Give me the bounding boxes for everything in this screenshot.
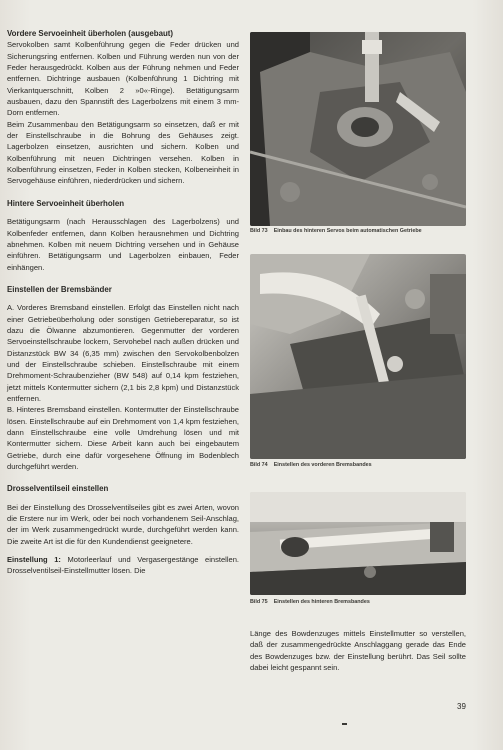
- paragraph: A. Vorderes Bremsband einstellen. Erfolgt das Einstellen nicht nach einer Getriebeüberholung oder sonstigen Getriebereparatur, so ist dazu die Ölwanne abzumontieren. Gegenmutter der vorderen Servoeinstellschraube lockern, Servohebel nach außen drücken und Distanzstück BW 34 (6,35 mm) zwischen den Servokolbenbolzen und der Einstellschraube schieben. Einstellschraube mit einem Drehmoment-Schraubenzieher (BW 548) auf 0,14 kpm festziehen, jetzt mittels Kontermutter sichern (2,1 bis 2,8 kpm) und Distanzstück entfernen.: [7, 303, 239, 403]
- paragraph: B. Hinteres Bremsband einstellen. Kontermutter der Einstellschraube lösen. Einstellschraube auf ein Drehmoment von 1,4 kpm festziehen, dann Einstellschraube eine volle Umdrehung lösen und mit Kontermutter sichern. Diese Arbeit kann auch bei eingebautem Getriebe, durch eine dafür vorgesehene Öffnung im Bodenblech durchgeführt werden.: [7, 405, 239, 472]
- section-heading-brake-bands: Einstellen der Bremsbänder: [7, 284, 112, 294]
- left-column: [7, 28, 239, 577]
- bottom-mark: [342, 723, 347, 725]
- figure-74-caption: [250, 462, 490, 468]
- figure-75-photo: [250, 492, 466, 595]
- figure-74-number: Bild 74: [250, 462, 268, 468]
- figure-75-number: Bild 75: [250, 599, 268, 605]
- figure-75-caption-text: Einstellen des hinteren Bremsbandes: [273, 599, 370, 605]
- figure-73-photo: [250, 32, 466, 226]
- paragraph: Bei der Einstellung des Drosselventilseiles gibt es zwei Arten, wovon die Erstere nur im Werk, oder bei noch vorhandenem Seil-Anschlag, der im Werk zusammengedrückt wurde, durchgeführt werden kann. Die zweite Art ist die für den Kundendienst geeignetere.: [7, 502, 239, 546]
- figure-73-caption-text: Einbau des hinteren Servos beim automatischen Getriebe: [273, 228, 422, 234]
- paragraph: Länge des Bowdenzuges mittels Einstellmutter so verstellen, daß der zusammengedrückte Anschlaggang gerade das Ende des Bowdenzuges bzw. der Einstellung berührt. Das Seil sollte dabei leicht gespannt sein.: [250, 629, 466, 673]
- figure-75-caption: [250, 599, 490, 605]
- figure-73-caption: [250, 228, 490, 234]
- right-column-text: [250, 628, 466, 674]
- setting-1-text: Motorleerlauf und Vergasergestänge einstellen. Drosselventilseil-Einstellmutter lösen. Die: [7, 555, 240, 576]
- section-heading-throttle-cable: Drosselventilseil einstellen: [7, 484, 109, 494]
- paragraph: Betätigungsarm (nach Herausschlagen des Lagerbolzens) und Kolbenfeder entfernen, dann Kolben herausnehmen und Dichtring abnehmen. Kolben mit neuem Dichtring versehen und in Gehäuse einführen. Betätigungsarm und Lagerbolzen einbauen, Feder einhängen.: [7, 217, 239, 272]
- section-heading-rear-servo: Hintere Servoeinheit überholen: [7, 198, 125, 208]
- figure-73-number: Bild 73: [250, 228, 268, 234]
- setting-1-label: Einstellung 1:: [7, 555, 61, 565]
- page-number: 39: [457, 702, 466, 711]
- figure-74-caption-text: Einstellen des vorderen Bremsbandes: [273, 462, 372, 468]
- paragraph: Beim Zusammenbau den Betätigungsarm so einsetzen, daß er mit der Einstellschraube in die Bohrung des Gehäuses zeigt. Lagerbolzen einsetzen, ausrichten und sichern. Kolben und Kolbenführung mit neuen Dichtringen versehen. Kolben in Kolbenführung einsetzen, Feder in Kolben stecken, Kolbeneinheit in Servogehäuse einführen, niederdrücken und sichern.: [7, 119, 239, 186]
- paragraph-setting-1: [7, 554, 239, 577]
- paragraph: Servokolben samt Kolbenführung gegen die Feder drücken und Sicherungsring entfernen. Kolben und Führung werden nun von der Feder herausgedrückt. Kolben aus der Führung nehmen und Feder entfernen. Dichtringe ausbauen (Kolbenführung 1 Dichtring mit Vierkantquerschnitt, Kolben 2 »0«-Ringe). Betätigungsarm ausbauen, dazu den Spannstift des Lagerbolzens mit einem 3 mm-Dorn entfernen.: [7, 40, 239, 118]
- figure-74-photo: [250, 254, 466, 459]
- section-heading-front-servo: Vordere Servoeinheit überholen (ausgebaut): [7, 29, 174, 38]
